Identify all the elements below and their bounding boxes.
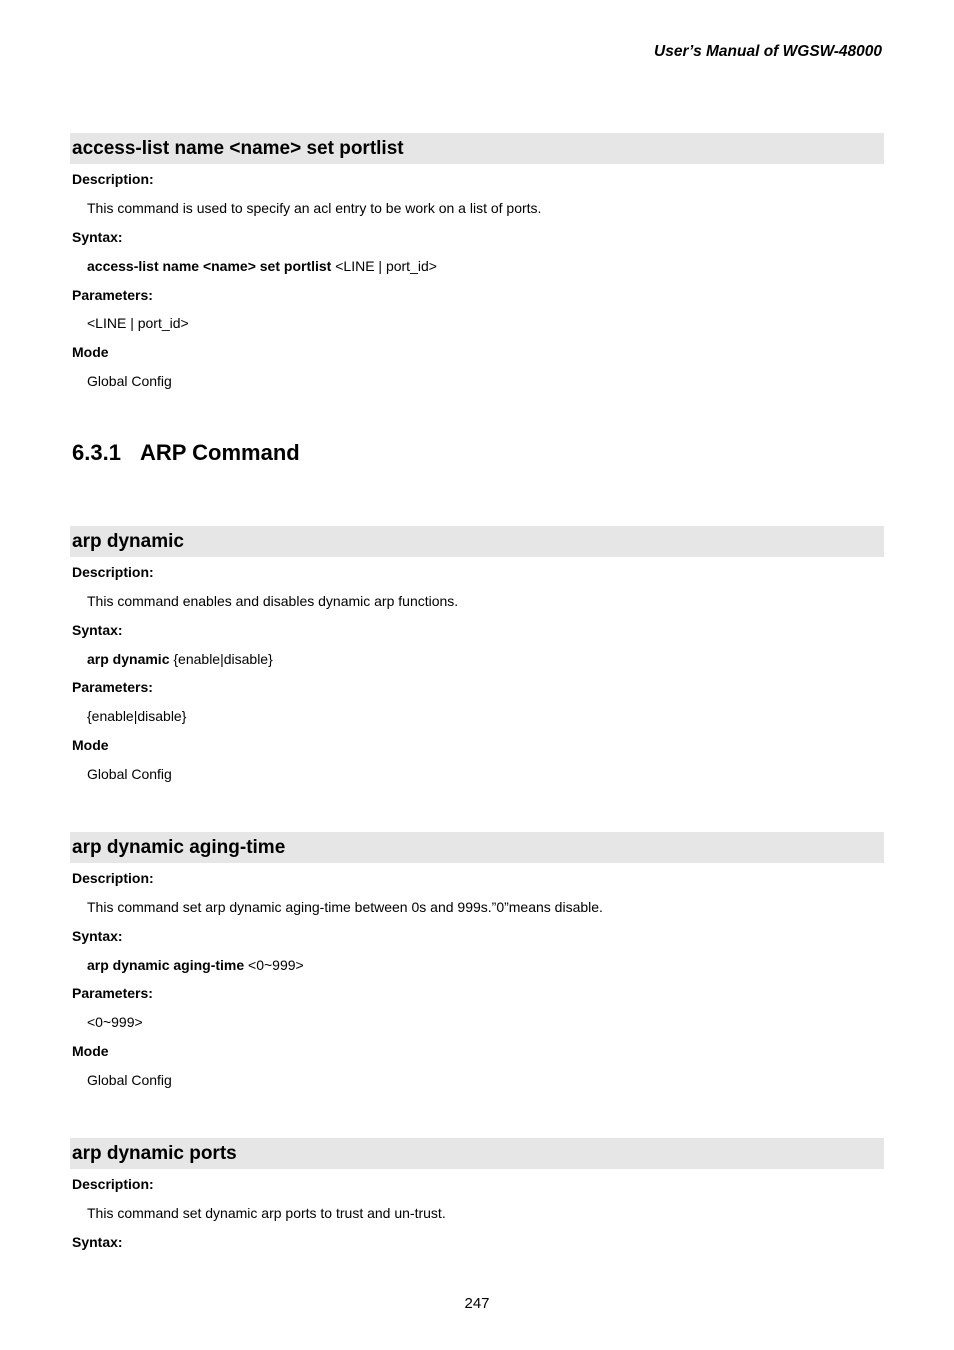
- section-heading: [72, 440, 300, 466]
- section-number: 6.3.1: [72, 440, 121, 465]
- description-text: This command enables and disables dynamic arp functions.: [87, 593, 459, 609]
- mode-label: Mode: [72, 344, 109, 360]
- parameters-label: Parameters:: [72, 985, 153, 1001]
- syntax-arguments: {enable|disable}: [169, 651, 273, 667]
- section-title: ARP Command: [140, 440, 300, 465]
- syntax-command: arp dynamic aging-time: [87, 957, 245, 973]
- parameters-text: <0~999>: [87, 1014, 143, 1030]
- page-number: 247: [464, 1295, 490, 1312]
- manual-title: User’s Manual of WGSW-48000: [654, 43, 882, 60]
- command-heading: arp dynamic ports: [70, 1138, 884, 1169]
- syntax-command: access-list name <name> set portlist: [87, 258, 332, 274]
- parameters-text: {enable|disable}: [87, 708, 187, 724]
- syntax-arguments: <0~999>: [244, 957, 304, 973]
- syntax-label: Syntax:: [72, 622, 123, 638]
- description-text: This command is used to specify an acl entry to be work on a list of ports.: [87, 200, 542, 216]
- description-text: This command set arp dynamic aging-time between 0s and 999s.”0”means disable.: [87, 899, 603, 915]
- mode-text: Global Config: [87, 373, 172, 389]
- syntax-label: Syntax:: [72, 1234, 123, 1250]
- parameters-label: Parameters:: [72, 287, 153, 303]
- syntax-label: Syntax:: [72, 928, 123, 944]
- command-heading: arp dynamic aging-time: [70, 832, 884, 863]
- parameters-text: <LINE | port_id>: [87, 315, 189, 331]
- syntax-line: [87, 651, 273, 667]
- mode-text: Global Config: [87, 1072, 172, 1088]
- mode-label: Mode: [72, 737, 109, 753]
- description-label: Description:: [72, 870, 154, 886]
- parameters-label: Parameters:: [72, 679, 153, 695]
- command-heading: access-list name <name> set portlist: [70, 133, 884, 164]
- syntax-line: [87, 957, 304, 973]
- syntax-arguments: <LINE | port_id>: [331, 258, 437, 274]
- description-label: Description:: [72, 564, 154, 580]
- description-text: This command set dynamic arp ports to trust and un-trust.: [87, 1205, 446, 1221]
- command-heading: arp dynamic: [70, 526, 884, 557]
- mode-label: Mode: [72, 1043, 109, 1059]
- description-label: Description:: [72, 1176, 154, 1192]
- description-label: Description:: [72, 171, 154, 187]
- syntax-label: Syntax:: [72, 229, 123, 245]
- syntax-command: arp dynamic: [87, 651, 170, 667]
- mode-text: Global Config: [87, 766, 172, 782]
- syntax-line: [87, 258, 437, 274]
